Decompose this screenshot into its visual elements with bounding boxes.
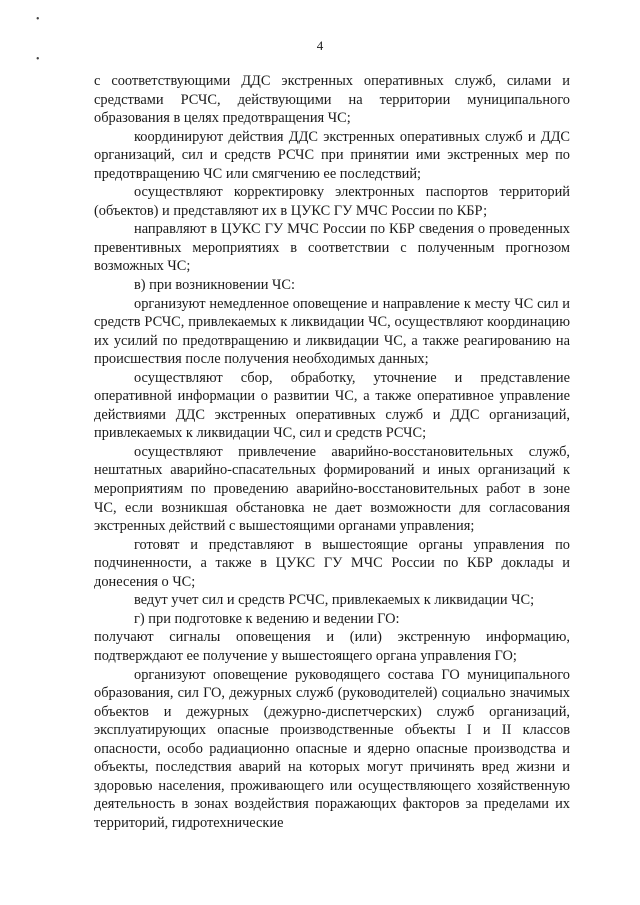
page-number: 4 — [316, 38, 324, 53]
paragraph: организуют немедленное оповещение и направление к месту ЧС сил и средств РСЧС, привлекаемых к ликвидации ЧС, осуществляют координацию их усилий по предотвращению и ликвидации ЧС, а также реагированию на происшествия после получения необходимых данных; — [94, 295, 570, 368]
paragraph: готовят и представляют в вышестоящие органы управления по подчиненности, а также в ЦУКС ГУ МЧС России по КБР доклады и донесения о ЧС; — [94, 536, 570, 590]
document-body — [94, 72, 570, 832]
paragraph: направляют в ЦУКС ГУ МЧС России по КБР сведения о проведенных превентивных мероприятиях в соответствии с полученным прогнозом возможных ЧС; — [94, 221, 570, 275]
paragraph: координируют действия ДДС экстренных оперативных служб и ДДС организаций, сил и средств РСЧС при принятии ими экстренных мер по предотвращению ЧС или смягчению ее последствий; — [94, 128, 570, 182]
section-heading: в) при возникновении ЧС: — [134, 277, 295, 294]
paragraph: организуют оповещение руководящего состава ГО муниципального образования, сил ГО, дежурных служб (руководителей) социально значимых объектов и дежурных (дежурно-диспетчерских) служб организаций, эксплуатирующих опасные производственные объекты I и II классов опасности, особо радиационно опасные и ядерно опасные производства и объекты, последствия аварий на которых могут причинять вред жизни и здоровью населения, проживающего или осуществляющего хозяйственную деятельность в зонах воздействия поражающих факторов за пределами их территорий, гидротехнические — [94, 666, 570, 831]
paragraph: получают сигналы оповещения и (или) экстренную информацию, подтверждают ее получение у вышестоящего органа управления ГО; — [94, 629, 570, 664]
paragraph: ведут учет сил и средств РСЧС, привлекаемых к ликвидации ЧС; — [134, 592, 535, 609]
paragraph: с соответствующими ДДС экстренных оперативных служб, силами и средствами РСЧС, действующими на территории муниципального образования в целях предотвращения ЧС; — [94, 73, 570, 127]
paragraph: осуществляют сбор, обработку, уточнение и представление оперативной информации о развитии ЧС, а также оперативное управление действиями ДДС экстренных оперативных служб и ДДС организаций, привлекаемых к ликвидации ЧС, сил и средств РСЧС; — [94, 369, 570, 442]
paragraph: осуществляют привлечение аварийно-восстановительных служб, нештатных аварийно-спасательных формирований и иных организаций к мероприятиям по проведению аварийно-восстановительных работ в зоне ЧС, если возникшая обстановка не дает возможности для согласования экстренных действий с вышестоящими органами управления; — [94, 443, 570, 535]
margin-mark: • — [36, 14, 40, 25]
section-heading: г) при подготовке к ведению и ведении ГО: — [134, 610, 400, 627]
margin-mark: • — [36, 54, 40, 65]
paragraph: осуществляют корректировку электронных паспортов территорий (объектов) и представляют их в ЦУКС ГУ МЧС России по КБР; — [94, 184, 570, 219]
